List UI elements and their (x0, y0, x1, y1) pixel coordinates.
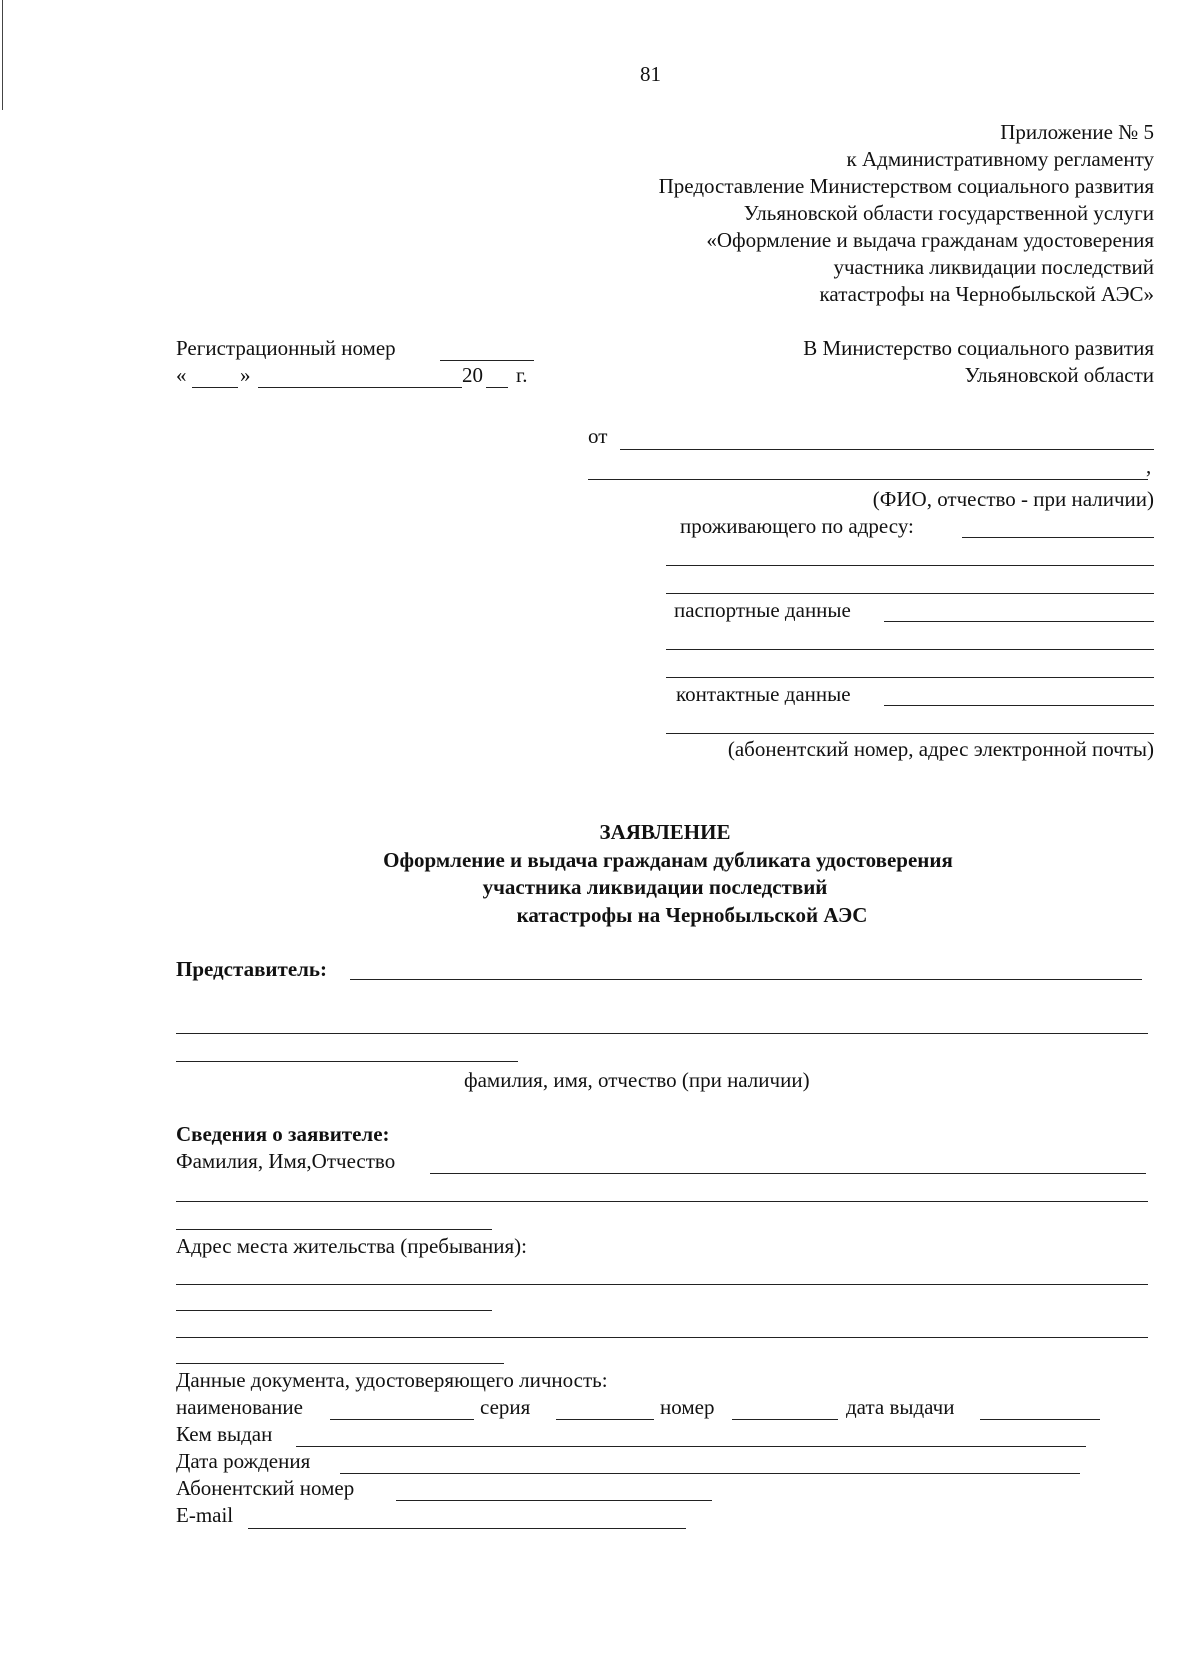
birth-date-label: Дата рождения (176, 1449, 311, 1473)
from-fio-field-2[interactable] (588, 479, 1148, 480)
date-year-suffix: г. (516, 363, 528, 387)
addressee-line: Ульяновской области (964, 363, 1154, 387)
applicant-address-field-2[interactable] (176, 1310, 492, 1311)
from-label: от (588, 424, 608, 448)
applicant-address-label: Адрес места жительства (пребывания): (176, 1234, 528, 1258)
date-close-quote: » (240, 363, 251, 387)
appendix-line: участника ликвидации последствий (833, 255, 1154, 279)
registration-number-label: Регистрационный номер (176, 336, 396, 360)
address-field-3[interactable] (666, 593, 1154, 594)
applicant-fio-label: Фамилия, Имя,Отчество (176, 1149, 396, 1173)
applicant-info-heading: Сведения о заявителе: (176, 1122, 390, 1146)
fio-hint: (ФИО, отчество - при наличии) (872, 487, 1154, 511)
document-heading: ЗАЯВЛЕНИЕ (599, 820, 731, 844)
applicant-address-field-3[interactable] (176, 1337, 1148, 1338)
email-label: E-mail (176, 1503, 234, 1527)
appendix-line: «Оформление и выдача гражданам удостоверения (706, 228, 1154, 252)
doc-name-field[interactable] (330, 1419, 474, 1420)
appendix-line: Предоставление Министерством социального развития (658, 174, 1154, 198)
date-year-prefix: 20 (462, 363, 483, 387)
applicant-fio-field[interactable] (430, 1173, 1146, 1174)
applicant-fio-field-3[interactable] (176, 1229, 492, 1230)
issued-by-field[interactable] (296, 1446, 1086, 1447)
scan-edge-mark (2, 0, 3, 110)
contacts-hint: (абонентский номер, адрес электронной почты) (727, 737, 1154, 761)
representative-field-3[interactable] (176, 1061, 518, 1062)
id-doc-label: Данные документа, удостоверяющего личность: (176, 1368, 608, 1392)
date-month-field[interactable] (258, 387, 462, 388)
passport-field-2[interactable] (666, 649, 1154, 650)
doc-number-label: номер (660, 1395, 715, 1419)
issued-by-label: Кем выдан (176, 1422, 273, 1446)
address-label: проживающего по адресу: (680, 514, 914, 538)
passport-label: паспортные данные (674, 598, 851, 622)
comma: , (1146, 454, 1152, 478)
phone-label: Абонентский номер (176, 1476, 355, 1500)
passport-field[interactable] (884, 621, 1154, 622)
appendix-line: к Административному регламенту (846, 147, 1154, 171)
phone-field[interactable] (396, 1500, 712, 1501)
document-title-line: Оформление и выдача гражданам дубликата удостоверения (383, 848, 953, 872)
appendix-line: Приложение № 5 (1000, 120, 1154, 144)
contacts-label: контактные данные (676, 682, 851, 706)
appendix-line: катастрофы на Чернобыльской АЭС» (819, 282, 1154, 306)
document-title-line: участника ликвидации последствий (482, 875, 828, 899)
addressee-line: В Министерство социального развития (803, 336, 1154, 360)
doc-issue-date-label: дата выдачи (846, 1395, 955, 1419)
representative-field-2[interactable] (176, 1033, 1148, 1034)
doc-number-field[interactable] (732, 1419, 838, 1420)
email-field[interactable] (248, 1528, 686, 1529)
representative-label: Представитель: (176, 957, 328, 981)
page-number: 81 (640, 62, 661, 86)
applicant-fio-field-2[interactable] (176, 1201, 1148, 1202)
representative-hint: фамилия, имя, отчество (при наличии) (464, 1068, 810, 1092)
doc-series-label: серия (480, 1395, 531, 1419)
from-fio-field[interactable] (620, 449, 1154, 450)
representative-field[interactable] (350, 979, 1142, 980)
doc-series-field[interactable] (556, 1419, 654, 1420)
appendix-line: Ульяновской области государственной услуги (743, 201, 1154, 225)
contacts-field-2[interactable] (666, 733, 1154, 734)
date-day-field[interactable] (192, 387, 238, 388)
date-open-quote: « (176, 363, 187, 387)
address-field-2[interactable] (666, 565, 1154, 566)
document-title-line: катастрофы на Чернобыльской АЭС (516, 903, 868, 927)
passport-field-3[interactable] (666, 677, 1154, 678)
applicant-address-field[interactable] (176, 1284, 1148, 1285)
doc-issue-date-field[interactable] (980, 1419, 1100, 1420)
applicant-address-field-4[interactable] (176, 1363, 504, 1364)
doc-name-label: наименование (176, 1395, 303, 1419)
contacts-field[interactable] (884, 705, 1154, 706)
address-field[interactable] (962, 537, 1154, 538)
birth-date-field[interactable] (340, 1473, 1080, 1474)
date-year-field[interactable] (486, 387, 508, 388)
